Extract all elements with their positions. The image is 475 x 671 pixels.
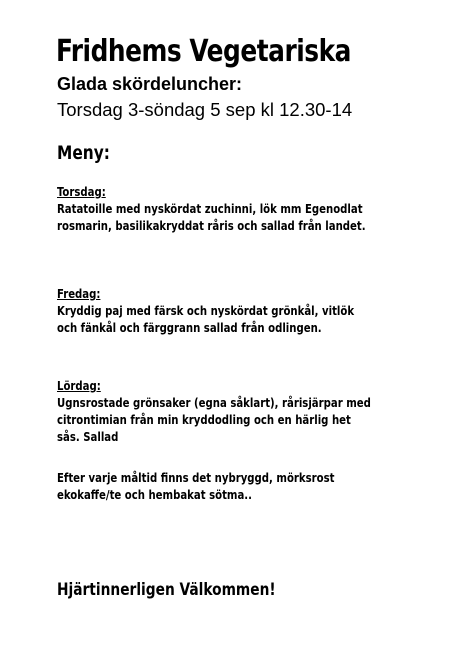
note-line: Efter varje måltid finns det nybryggd, mörksrost — [57, 470, 335, 485]
subtitle: Glada skördeluncher: — [57, 74, 243, 94]
section-thursday — [57, 183, 435, 234]
dish-line: rosmarin, basilikakryddat råris och sallad från landet. — [57, 218, 366, 233]
section-friday — [57, 285, 435, 336]
day-heading: Lördag: — [57, 378, 101, 393]
dish-line: Ratatoille med nyskördat zuchinni, lök mm Egenodlat — [57, 201, 363, 216]
page-title: Fridhems Vegetariska — [56, 34, 351, 69]
dish-line: Ugnsrostade grönsaker (egna såklart), rårisjärpar med — [57, 395, 371, 410]
dish-line: Kryddig paj med färsk och nyskördat grönkål, vitlök — [57, 303, 355, 318]
section-saturday — [57, 377, 435, 445]
note-line: ekokaffe/te och hembakat sötma.. — [57, 487, 252, 502]
dish-line: sås. Sallad — [57, 429, 119, 444]
dish-line: citrontimian från min kryddodling och en härlig het — [57, 412, 351, 427]
day-heading: Fredag: — [57, 286, 101, 301]
dish-line: och fänkål och färggrann sallad från odlingen. — [57, 320, 322, 335]
closing-greeting: Hjärtinnerligen Välkommen! — [57, 580, 276, 600]
date-line: Torsdag 3-söndag 5 sep kl 12.30-14 — [57, 99, 353, 120]
after-meal-note — [57, 469, 435, 503]
day-heading: Torsdag: — [57, 184, 106, 199]
menu-heading: Meny: — [57, 142, 110, 164]
